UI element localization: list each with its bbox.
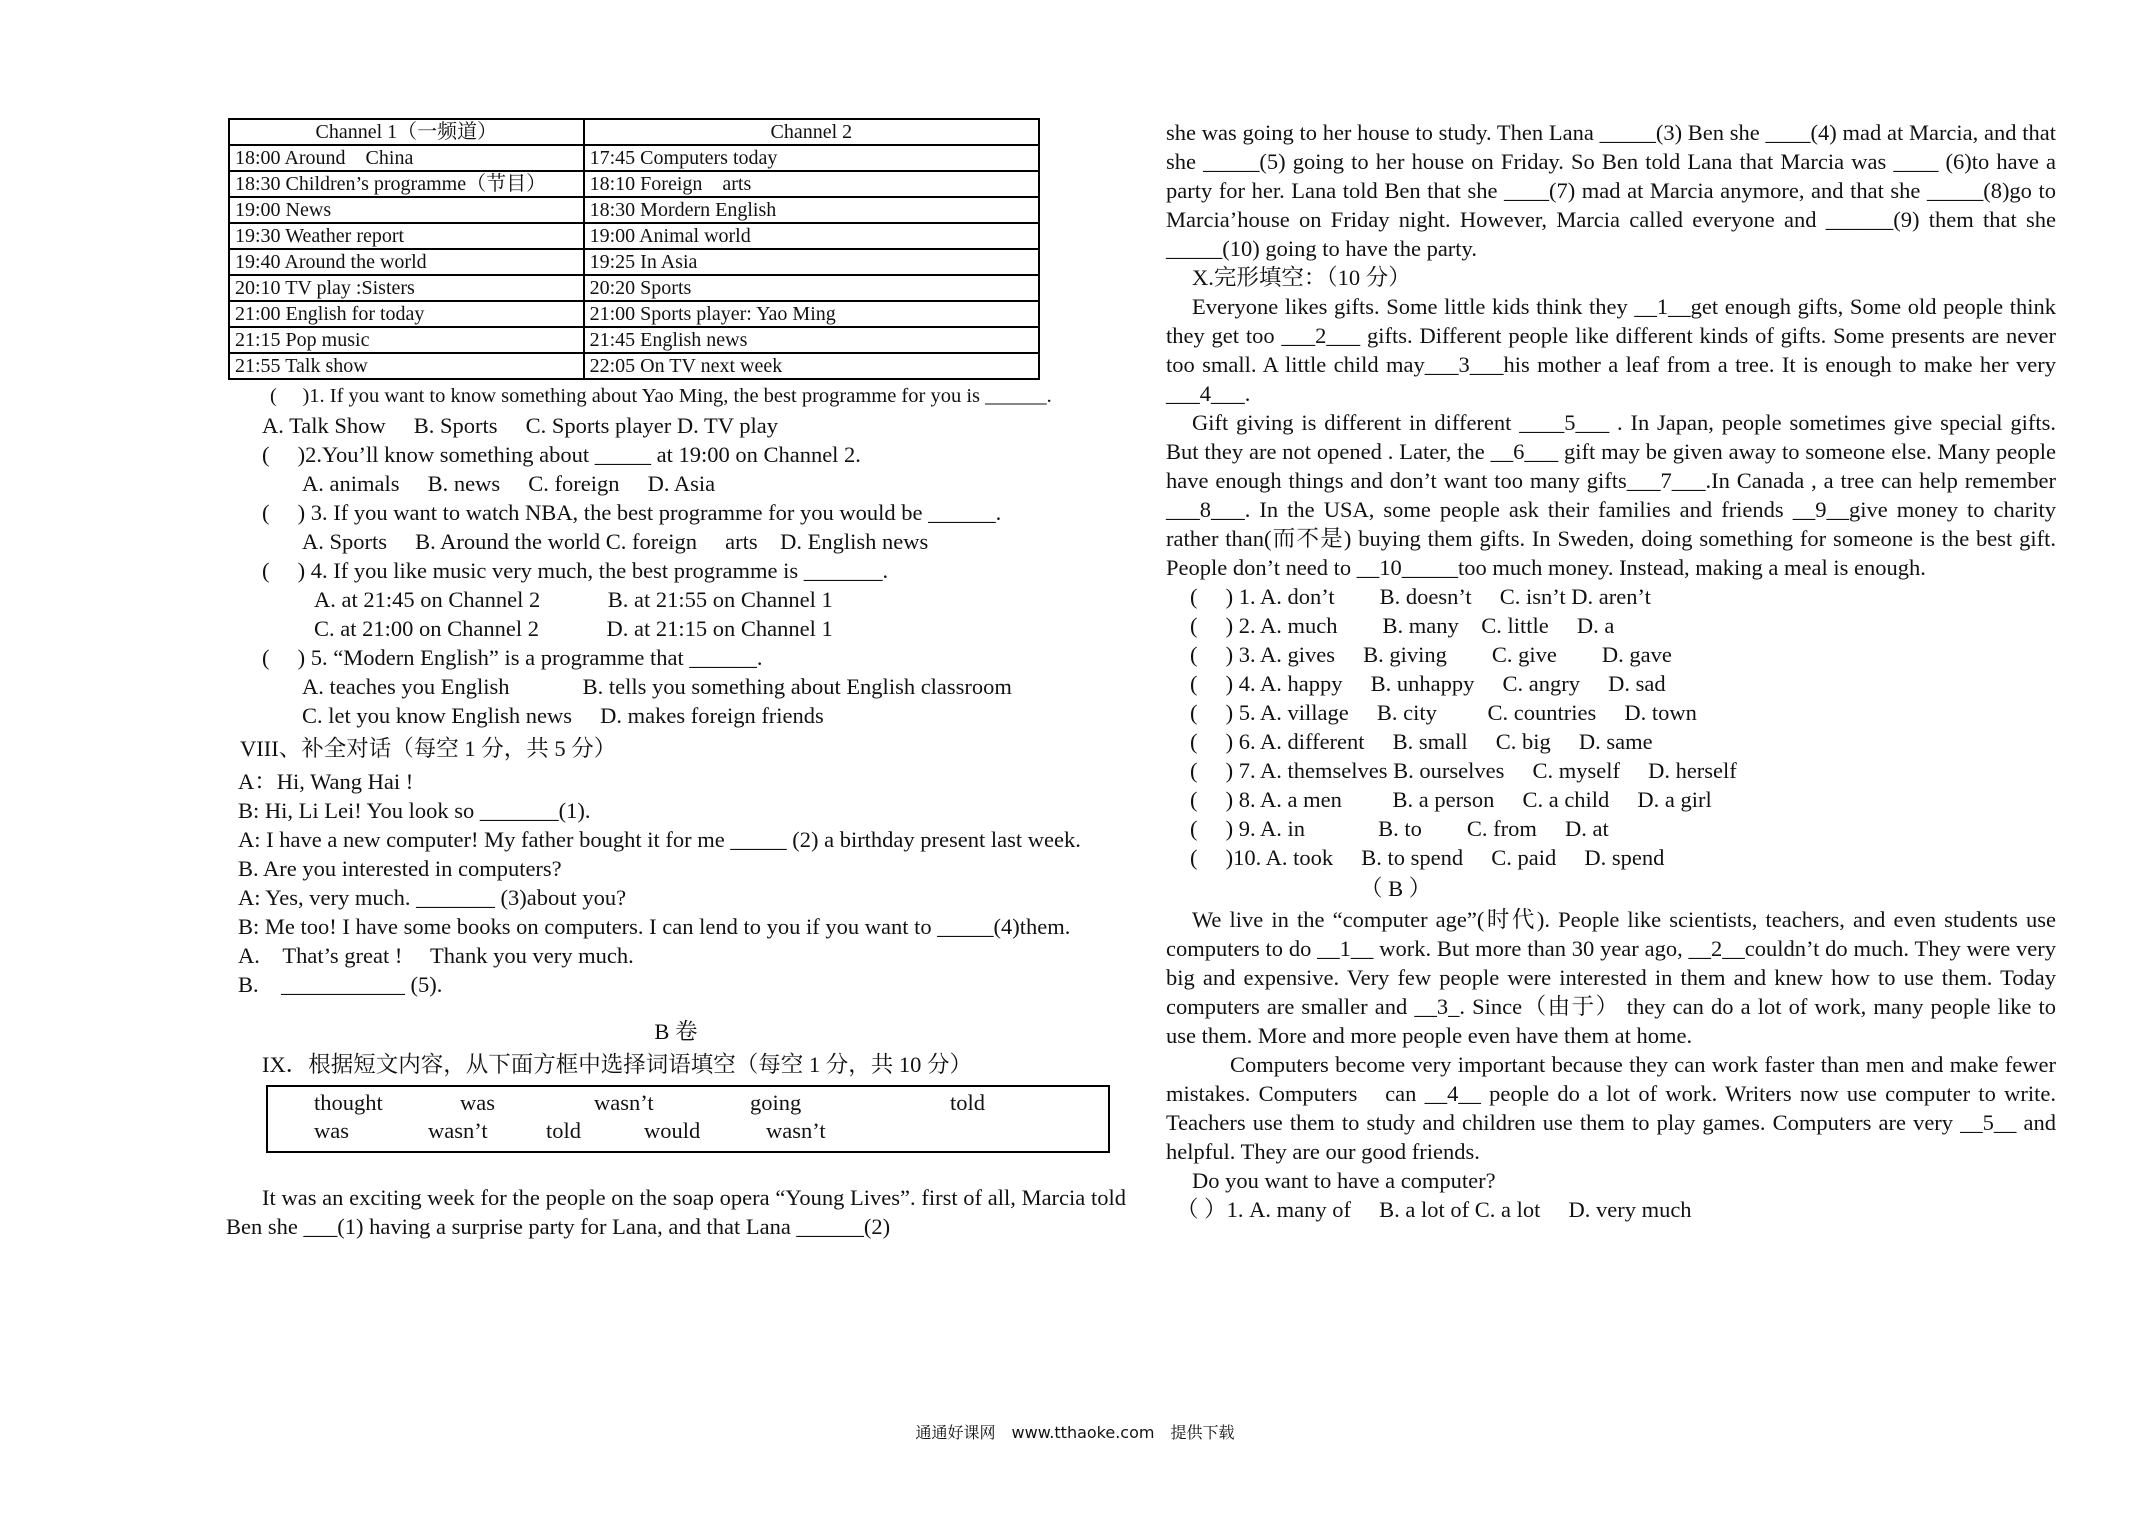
schedule-row <box>229 249 1039 275</box>
schedule-cell: 20:20 Sports <box>584 275 1039 301</box>
dialogue <box>226 767 1126 999</box>
footer-credit: 通通好课网 www.tthaoke.com 提供下载 <box>915 1423 1235 1442</box>
dialogue-line: B: Hi, Li Lei! You look so _______(1). <box>238 798 591 823</box>
cloze-option-line: ( ) 1. A. don’t B. doesn’t C. isn’t D. aren’t <box>1190 584 1651 609</box>
dialogue-line: A: Yes, very much. _______ (3)about you? <box>238 885 627 910</box>
schedule-row <box>229 197 1039 223</box>
question-options: ( ) 5. “Modern English” is a programme that ______. <box>262 645 763 670</box>
cloze-a-heading: X.完形填空：（10 分） <box>1192 265 1411 290</box>
question-options: A. at 21:45 on Channel 2 B. at 21:55 on Channel 1 <box>314 587 833 612</box>
cloze-b-paragraph-2: Computers become very important because they can work faster than men and make fewer mistakes. Computers can __4__ people do a lot of work. Writers now use computer to write. Teachers use them to study and children use them to play games. Computers are very __5__ and helpful. They are our good friends. <box>1166 1052 2056 1164</box>
dialogue-line: A: I have a new computer! My father bought it for me _____ (2) a birthday present last week. <box>238 827 1081 852</box>
word-box-item: was <box>460 1090 495 1115</box>
schedule-cell: 19:30 Weather report <box>229 223 584 249</box>
schedule-cell: 21:00 English for today <box>229 301 584 327</box>
schedule-row <box>229 171 1039 197</box>
cloze-option-line: ( ) 3. A. gives B. giving C. give D. gave <box>1190 642 1672 667</box>
schedule-cell: 21:15 Pop music <box>229 327 584 353</box>
word-box <box>266 1085 1110 1153</box>
schedule-cell: 19:00 News <box>229 197 584 223</box>
schedule-cell: 18:00 Around China <box>229 145 584 171</box>
word-box-item: wasn’t <box>766 1118 826 1143</box>
cloze-a-paragraph-2: Gift giving is different in different ____5___ . In Japan, people sometimes give special gifts. But they are not opened . Later, the __6___ gift may be given away to someone else. Many people have enough things and don’t want too many gifts___7___.In Canada , a tree can help remember ___8___. In the USA, some people ask their families and friends __9__give money to charity rather than(而不是) buying them gifts. In Sweden, doing something for someone is the best gift. People don’t need to __10_____too much money. Instead, making a meal is enough. <box>1166 410 2056 580</box>
question-options: C. let you know English news D. makes foreign friends <box>302 703 824 728</box>
schedule-row <box>229 223 1039 249</box>
question-stem: ( )2.You’ll know something about _____ at 19:00 on Channel 2. <box>262 442 861 467</box>
dialogue-line: B. ___________ (5). <box>238 972 443 997</box>
cloze-option-line: ( )10. A. took B. to spend C. paid D. spend <box>1190 845 1665 870</box>
question-stem: ( ) 4. If you like music very much, the best programme is _______. <box>262 558 889 583</box>
schedule-row <box>229 327 1039 353</box>
schedule-cell: 21:55 Talk show <box>229 353 584 379</box>
dialogue-line: A. That’s great ! Thank you very much. <box>238 943 634 968</box>
question-stem: ( )1. If you want to know something about Yao Ming, the best programme for you is ______. <box>270 385 1052 407</box>
cloze-a-options <box>1166 582 2056 872</box>
schedule-cell: 19:25 In Asia <box>584 249 1039 275</box>
cloze-b-question: Do you want to have a computer? <box>1192 1168 1496 1193</box>
schedule-cell: 19:40 Around the world <box>229 249 584 275</box>
question-options: A. animals B. news C. foreign D. Asia <box>302 471 716 496</box>
dialogue-heading: VIII、补全对话（每空 1 分，共 5 分） <box>240 736 617 761</box>
schedule-cell: 19:00 Animal world <box>584 223 1039 249</box>
cloze-option-line: ( ) 6. A. different B. small C. big D. same <box>1190 729 1653 754</box>
cloze-option-line: ( ) 5. A. village B. city C. countries D. town <box>1190 700 1697 725</box>
schedule-cell: 22:05 On TV next week <box>584 353 1039 379</box>
schedule-cell: 20:10 TV play :Sisters <box>229 275 584 301</box>
schedule-header-cell: Channel 2 <box>584 119 1039 145</box>
schedule-cell: 18:30 Children’s programme（节目） <box>229 171 584 197</box>
word-box-item: was <box>314 1118 349 1143</box>
dialogue-line: A：Hi, Wang Hai ! <box>238 769 414 794</box>
schedule-cell: 21:45 English news <box>584 327 1039 353</box>
schedule-cell: 21:00 Sports player: Yao Ming <box>584 301 1039 327</box>
word-box-item: thought <box>314 1090 383 1115</box>
word-box-item: told <box>950 1090 986 1115</box>
word-box-item: told <box>546 1118 582 1143</box>
schedule-row <box>229 145 1039 171</box>
schedule-row <box>229 301 1039 327</box>
cloze-option-line: ( ) 7. A. themselves B. ourselves C. myself D. herself <box>1190 758 1737 783</box>
schedule-cell: 18:30 Mordern English <box>584 197 1039 223</box>
schedule-cell: 18:10 Foreign arts <box>584 171 1039 197</box>
cloze-a-paragraph-1: Everyone likes gifts. Some little kids think they __1__get enough gifts, Some old people think they get too ___2___ gifts. Different people like different kinds of gifts. Some presents are never too small. A little child may___3___his mother a leaf from a tree. It is enough to make her very ___4___. <box>1166 294 2056 406</box>
cloze-option-line: ( ) 4. A. happy B. unhappy C. angry D. sad <box>1190 671 1666 696</box>
question-options: A. Sports B. Around the world C. foreign arts D. English news <box>302 529 929 554</box>
word-box-item: wasn’t <box>428 1118 488 1143</box>
dialogue-line: B: Me too! I have some books on computers. I can lend to you if you want to _____(4)them. <box>238 914 1071 939</box>
question-stem: ( ) 3. If you want to watch NBA, the best programme for you would be ______. <box>262 500 1002 525</box>
left-column <box>226 118 1126 1241</box>
cloze-b-title: （ B ） <box>1360 876 1432 901</box>
cloze-option-line: ( ) 9. A. in B. to C. from D. at <box>1190 816 1609 841</box>
section-ix-heading: IX．根据短文内容，从下面方框中选择词语填空（每空 1 分，共 10 分） <box>262 1052 972 1077</box>
word-box-item: would <box>644 1118 701 1143</box>
passage-part-2: she was going to her house to study. Then Lana _____(3) Ben she ____(4) mad at Marcia, and that she _____(5) going to her house on Friday. So Ben told Lana that Marcia was ____ (6)to have a party for her. Lana told Ben that she ____(7) mad at Marcia anymore, and that she _____(8)go to Marcia’house on Friday night. However, Marcia called everyone and ______(9) them that she _____(10) going to have the party. <box>1166 120 2056 261</box>
tv-schedule-table <box>228 118 1040 380</box>
right-column <box>1166 118 2056 1224</box>
cloze-option-line: ( ) 8. A. a men B. a person C. a child D. a girl <box>1190 787 1712 812</box>
cloze-option-line: ( ) 2. A. much B. many C. little D. a <box>1190 613 1615 638</box>
dialogue-line: B. Are you interested in computers? <box>238 856 562 881</box>
cloze-b-option-1: （ ）1. A. many of B. a lot of C. a lot D. very much <box>1176 1197 1692 1222</box>
question-options: A. Talk Show B. Sports C. Sports player D. TV play <box>262 413 778 438</box>
word-box-item: wasn’t <box>594 1090 654 1115</box>
schedule-row <box>229 353 1039 379</box>
question-options: C. at 21:00 on Channel 2 D. at 21:15 on Channel 1 <box>314 616 833 641</box>
word-box-item: going <box>750 1090 802 1115</box>
schedule-cell: 17:45 Computers today <box>584 145 1039 171</box>
cloze-b-paragraph-1: We live in the “computer age”(时代). People like scientists, teachers, and even students use computers to do __1__ work. But more than 30 year ago, __2__couldn’t do much. They were very big and expensive. Very few people were interested in them and knew how to use them. Today computers are smaller and __3_. Since（由于） they can do a lot of work, many people like to use them. More and more people even have them at home. <box>1166 907 2056 1048</box>
schedule-header-cell: Channel 1（一频道） <box>229 119 584 145</box>
question-options: A. teaches you English B. tells you something about English classroom <box>302 674 1012 699</box>
schedule-row <box>229 275 1039 301</box>
section-b-title: B 卷 <box>654 1019 698 1044</box>
reading-questions <box>226 382 1126 730</box>
passage-part-1: It was an exciting week for the people on the soap opera “Young Lives”. first of all, Marcia told Ben she ___(1) having a surprise party for Lana, and that Lana ______(2) <box>226 1185 1126 1239</box>
